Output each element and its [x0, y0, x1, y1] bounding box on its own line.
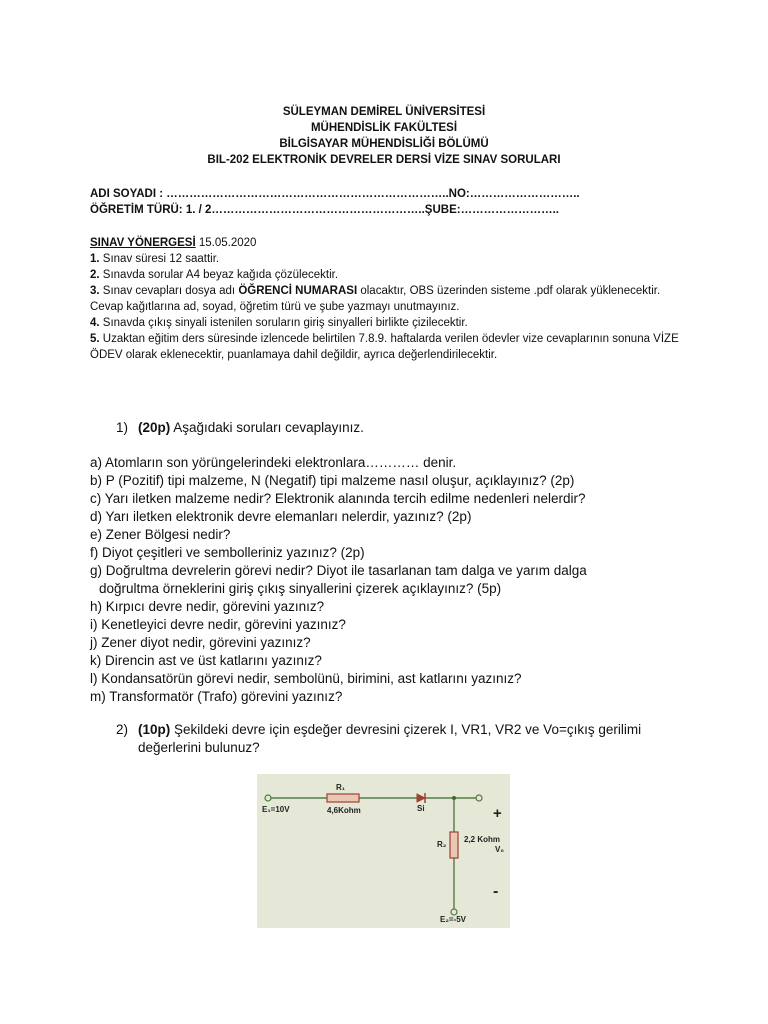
instruction-item: 3. Sınav cevapları dosya adı ÖĞRENCİ NUMARASI olacaktır, OBS üzerinden sisteme .pdf olarak yüklenecektir. Cevap kağıtlarına ad, soyad, öğretim türü ve şube yazmayı unutmayınız.	[90, 285, 661, 313]
student-name-line: ADI SOYADI : ………………………………………………………………..NO:………………………..	[90, 188, 580, 200]
e2-label: E₂=-5V	[440, 915, 467, 924]
input-terminal	[265, 795, 271, 801]
university-name: SÜLEYMAN DEMİREL ÜNİVERSİTESİ	[282, 106, 486, 118]
resistor-r2	[450, 832, 458, 858]
list-item: d) Yarı iletken elektronik devre elemanları nelerdir, yazınız? (2p)	[90, 509, 472, 524]
plus-sign: +	[493, 805, 502, 822]
question-1-items	[90, 454, 587, 706]
instruction-item: 2. Sınavda sorular A4 beyaz kağıda çözülecektir.	[90, 269, 339, 281]
list-item: j) Zener diyot nedir, görevini yazınız?	[90, 635, 311, 650]
r2-name-label: R₂	[437, 840, 447, 849]
list-item: g) Doğrultma devrelerin görevi nedir? Diyot ile tasarlanan tam dalga ve yarım dalga	[90, 563, 587, 578]
r1-name-label: R₁	[336, 783, 346, 792]
exam-date: 15.05.2020	[195, 237, 257, 249]
instruction-item: 5. Uzaktan eğitim ders süresinde izlencede belirtilen 7.8.9. haftalarda verilen ödevler vize cevaplarının sonuna VİZE ÖDEV olarak eklenecektir, puanlamaya dahil değildir, ayrıca değerlendirilecektir.	[90, 333, 679, 361]
instruction-item: 4. Sınavda çıkış sinyali istenilen soruların giriş sinyalleri birlikte çizilecektir.	[90, 317, 468, 329]
question-points: (10p)	[138, 722, 171, 737]
list-item: doğrultma örneklerini giriş çıkış sinyallerini çizerek açıklayınız? (5p)	[99, 581, 502, 596]
vo-label: V₀	[495, 845, 504, 854]
diode-label: Si	[417, 804, 425, 813]
circuit-diagram	[257, 774, 510, 928]
exam-instructions	[90, 235, 690, 363]
exam-title: BIL-202 ELEKTRONİK DEVRELER DERSİ VİZE SINAV SORULARI	[207, 154, 561, 166]
list-item: e) Zener Bölgesi nedir?	[90, 527, 231, 542]
minus-sign: -	[493, 883, 499, 900]
list-item: l) Kondansatörün görevi nedir, sembolünü, birimini, ast katlarını yazınız?	[90, 671, 522, 686]
list-item: c) Yarı iletken malzeme nedir? Elektronik alanında tercih edilme nedenleri nelerdir?	[90, 491, 586, 506]
e1-label: E₁=10V	[262, 805, 290, 814]
list-item: k) Direncin ast ve üst katlarını yazınız?	[90, 653, 322, 668]
list-item: a) Atomların son yörüngelerindeki elektronlara………… denir.	[90, 455, 457, 470]
r1-value-label: 4,6Kohm	[327, 806, 361, 815]
education-type-line: ÖĞRETİM TÜRÜ: 1. / 2………………………………………………..ŞUBE:……………………..	[90, 204, 559, 216]
question-points: (20p)	[138, 420, 171, 435]
list-item: m) Transformatör (Trafo) görevini yazınız?	[90, 689, 343, 704]
question-prompt: Aşağıdaki soruları cevaplayınız.	[170, 420, 364, 435]
question-prompt: Şekildeki devre için eşdeğer devresini çizerek I, VR1, VR2 ve Vo=çıkış gerilimi	[170, 722, 642, 737]
diode-symbol	[417, 794, 425, 802]
output-terminal	[476, 795, 482, 801]
question-2	[116, 721, 641, 757]
instructions-title: SINAV YÖNERGESİ	[90, 237, 196, 249]
student-info	[90, 186, 580, 218]
list-item: h) Kırpıcı devre nedir, görevini yazınız?	[90, 599, 325, 614]
exam-header	[0, 104, 768, 168]
question-number: 1)	[116, 420, 129, 435]
list-item: b) P (Pozitif) tipi malzeme, N (Negatif) tipi malzeme nasıl oluşur, açıklayınız? (2p)	[90, 473, 575, 488]
department-name: BİLGİSAYAR MÜHENDİSLİĞİ BÖLÜMÜ	[279, 138, 489, 150]
r2-value-label: 2,2 Kohm	[464, 835, 501, 844]
list-item: i) Kenetleyici devre nedir, görevini yazınız?	[90, 617, 346, 632]
list-item: f) Diyot çeşitleri ve sembolleriniz yazınız? (2p)	[90, 545, 365, 560]
question-prompt-continued: değerlerini bulunuz?	[138, 740, 260, 755]
question-number: 2)	[116, 722, 129, 737]
faculty-name: MÜHENDİSLİK FAKÜLTESİ	[310, 122, 458, 134]
instruction-item: 1. Sınav süresi 12 saattir.	[90, 253, 220, 265]
resistor-r1	[327, 794, 359, 802]
